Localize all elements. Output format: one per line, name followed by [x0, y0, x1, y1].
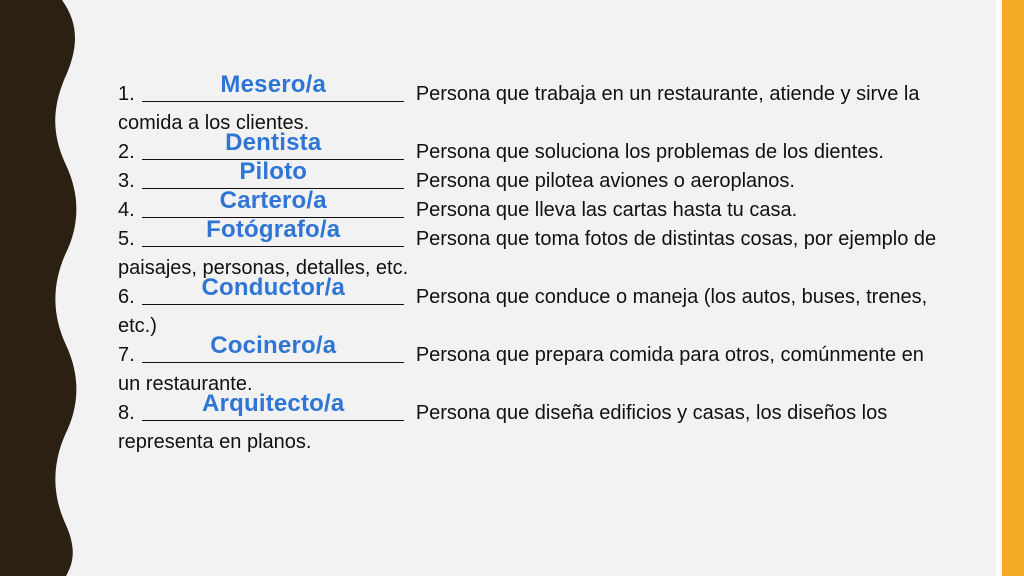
answer-text: Arquitecto/a — [202, 390, 345, 417]
item-number: 2. — [118, 141, 135, 163]
answer-blank — [142, 129, 404, 160]
item-description: Persona que diseña edificios y casas, los diseños los representa en planos. — [118, 402, 888, 453]
answer-blank — [142, 71, 404, 102]
answer-text: Piloto — [239, 158, 308, 185]
item-description: Persona que prepara comida para otros, comúnmente en un restaurante. — [118, 344, 924, 395]
item-description: Persona que trabaja en un restaurante, atiende y sirve la comida a los clientes. — [118, 83, 920, 134]
left-wavy-band — [0, 0, 80, 576]
item-description: Persona que lleva las cartas hasta tu casa. — [415, 199, 798, 221]
item-description: Persona que pilotea aviones o aeroplanos. — [415, 170, 795, 192]
item-description: Persona que soluciona los problemas de los dientes. — [415, 141, 884, 163]
item-number: 4. — [118, 199, 135, 221]
answer-text: Dentista — [225, 129, 322, 156]
wavy-band-shape — [0, 0, 76, 576]
item-number: 3. — [118, 170, 135, 192]
answer-blank — [142, 390, 404, 421]
answer-text: Cocinero/a — [210, 332, 337, 359]
answer-blank — [142, 332, 404, 363]
right-accent-bar — [1002, 0, 1024, 576]
answer-text: Mesero/a — [220, 71, 327, 98]
answer-blank — [142, 187, 404, 218]
item-description: Persona que conduce o maneja (los autos, buses, trenes, etc.) — [118, 286, 928, 337]
list-item — [118, 390, 938, 457]
item-number: 6. — [118, 286, 135, 308]
answer-blank — [142, 274, 404, 305]
item-number: 7. — [118, 344, 135, 366]
item-number: 1. — [118, 83, 135, 105]
answer-blank — [142, 158, 404, 189]
vocabulary-list — [118, 71, 938, 457]
answer-blank — [142, 216, 404, 247]
answer-text: Fotógrafo/a — [206, 216, 341, 243]
item-description: Persona que toma fotos de distintas cosas, por ejemplo de paisajes, personas, detalles, etc. — [118, 228, 937, 279]
answer-text: Cartero/a — [219, 187, 327, 214]
answer-text: Conductor/a — [201, 274, 346, 301]
item-number: 8. — [118, 402, 135, 424]
item-number: 5. — [118, 228, 135, 250]
